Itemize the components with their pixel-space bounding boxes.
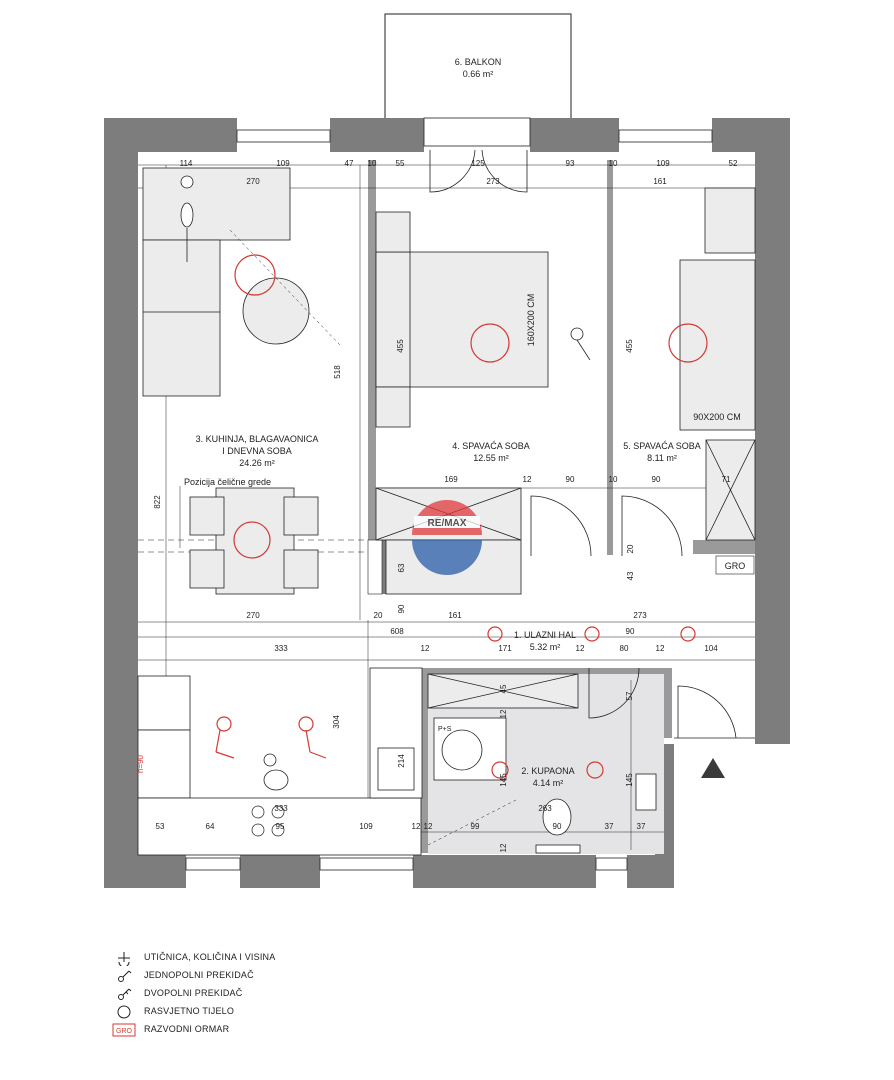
dimension-label: 90 xyxy=(625,627,635,636)
socket-icon xyxy=(112,950,136,966)
dimension-label: 52 xyxy=(728,159,738,168)
dimension-label: 333 xyxy=(274,644,288,653)
dimension-label: 80 xyxy=(619,644,629,653)
dimension-label: 518 xyxy=(333,365,342,379)
dimension-label: 161 xyxy=(653,177,667,186)
dimension-label: 12 xyxy=(575,644,585,653)
room-name-spavaca-4: 4. SPAVAĆA SOBA xyxy=(452,441,530,451)
svg-text:RE/MAX: RE/MAX xyxy=(427,518,467,529)
desk xyxy=(705,188,755,253)
dimension-label: 90 xyxy=(565,475,575,484)
dimension-label: 10 xyxy=(608,159,618,168)
bed-size-small: 90X200 CM xyxy=(693,412,741,422)
single-bed xyxy=(680,260,755,430)
svg-text:GRO: GRO xyxy=(116,1028,132,1035)
room-name-spavaca-5: 5. SPAVAĆA SOBA xyxy=(623,441,701,451)
dimension-label: 270 xyxy=(246,611,260,620)
dimension-label: 145 xyxy=(625,773,634,787)
room-area-hal: 5.32 m² xyxy=(529,642,561,652)
dimension-label: 171 xyxy=(498,644,512,653)
dimension-label: 263 xyxy=(538,804,552,813)
dimension-label: 12 xyxy=(423,822,433,831)
dimension-label: 104 xyxy=(704,644,718,653)
gro-box-icon xyxy=(112,1022,136,1038)
dimension-label: 333 xyxy=(274,804,288,813)
bed-size-large: 160X200 CM xyxy=(526,293,536,347)
legend xyxy=(104,950,464,1040)
dimension-label: 10 xyxy=(608,475,618,484)
entrance-arrow-icon xyxy=(701,758,725,778)
bed-headboard xyxy=(376,252,410,387)
dimension-label: 273 xyxy=(633,611,647,620)
socket-height-label: h=90 xyxy=(136,754,145,774)
legend-label-single-switch: JEDNOPOLNI PREKIDAČ xyxy=(144,970,254,980)
dimension-label: 12 xyxy=(411,822,421,831)
dimension-label: 169 xyxy=(444,475,458,484)
dimension-label: 37 xyxy=(636,822,646,831)
dimension-label: 47 xyxy=(344,159,354,168)
dimension-label: 12 xyxy=(499,709,508,719)
dimension-label: 20 xyxy=(626,544,635,554)
dimension-label: 145 xyxy=(499,773,508,787)
light-fixture-icon xyxy=(112,1004,136,1020)
legend-label-double-switch: DVOPOLNI PREKIDAČ xyxy=(144,988,243,998)
dimension-label: 64 xyxy=(205,822,215,831)
dimension-label: 90 xyxy=(397,604,406,614)
dimension-label: 270 xyxy=(246,177,260,186)
gro-label: GRO xyxy=(724,561,746,571)
dimension-label: 20 xyxy=(373,611,383,620)
legend-item-socket xyxy=(104,950,464,968)
coffee-table xyxy=(243,278,309,344)
dimension-label: 12 xyxy=(499,843,508,853)
legend-label-gro: RAZVODNI ORMAR xyxy=(144,1024,230,1034)
room-name-kuhinja-1: 3. KUHINJA, BLAGAVAONICA xyxy=(195,434,319,444)
dimension-label: 109 xyxy=(656,159,670,168)
dimension-label: 63 xyxy=(397,563,406,573)
room-area-balkon: 0.66 m² xyxy=(462,69,494,79)
dimension-label: 53 xyxy=(155,822,165,831)
dimension-label: 455 xyxy=(625,339,634,353)
dimension-label: 455 xyxy=(396,339,405,353)
dimension-label: 304 xyxy=(332,715,341,729)
double-switch-icon xyxy=(112,986,136,1002)
dimension-label: 99 xyxy=(470,822,480,831)
dimension-label: 822 xyxy=(153,495,162,509)
dimension-label: 90 xyxy=(552,822,562,831)
dimension-label: 45 xyxy=(499,684,508,694)
ps-label: P+S xyxy=(438,726,452,733)
legend-item-single-switch xyxy=(104,968,464,986)
dimension-label: 161 xyxy=(448,611,462,620)
dimension-label: 90 xyxy=(651,475,661,484)
dimension-label: 109 xyxy=(276,159,290,168)
dimension-label: 125 xyxy=(471,159,485,168)
legend-label-socket: UTIČNICA, KOLIČINA I VISINA xyxy=(144,952,276,962)
room-name-kupaona: 2. KUPAONA xyxy=(521,766,575,776)
dimension-label: 214 xyxy=(397,754,406,768)
dimension-label: 12 xyxy=(655,644,665,653)
room-area-kupaona: 4.14 m² xyxy=(532,778,564,788)
dimension-label: 10 xyxy=(367,159,377,168)
dimension-label: 93 xyxy=(565,159,575,168)
legend-item-double-switch xyxy=(104,986,464,1004)
dimension-label: 109 xyxy=(359,822,373,831)
room-name-hal: 1. ULAZNI HAL xyxy=(513,630,577,640)
dimension-label: 55 xyxy=(395,159,405,168)
dimension-label: 95 xyxy=(275,822,285,831)
dimension-label: 43 xyxy=(626,571,635,581)
dimension-label: 608 xyxy=(390,627,404,636)
room-area-kuhinja: 24.26 m² xyxy=(239,458,275,468)
single-switch-icon xyxy=(112,968,136,984)
room-name-kuhinja-2: I DNEVNA SOBA xyxy=(222,446,292,456)
dimension-label: 12 xyxy=(522,475,532,484)
dimension-label: 57 xyxy=(625,691,634,701)
legend-item-light xyxy=(104,1004,464,1022)
nightstand-top xyxy=(376,212,410,252)
nightstand-bottom xyxy=(376,387,410,427)
dining-set xyxy=(190,488,318,594)
legend-label-light: RASVJETNO TIJELO xyxy=(144,1006,235,1016)
dimension-label: 114 xyxy=(179,159,193,168)
beam-label: Pozicija čelične grede xyxy=(184,477,272,487)
legend-item-gro xyxy=(104,1022,464,1040)
dimension-label: 12 xyxy=(420,644,430,653)
dimension-label: 37 xyxy=(604,822,614,831)
room-area-spavaca-4: 12.55 m² xyxy=(473,453,509,463)
dimension-label: 273 xyxy=(486,177,500,186)
room-area-spavaca-5: 8.11 m² xyxy=(647,453,677,463)
room-name-balkon: 6. BALKON xyxy=(454,57,502,67)
dimension-label: 71 xyxy=(721,475,731,484)
column-hatch xyxy=(368,540,382,594)
